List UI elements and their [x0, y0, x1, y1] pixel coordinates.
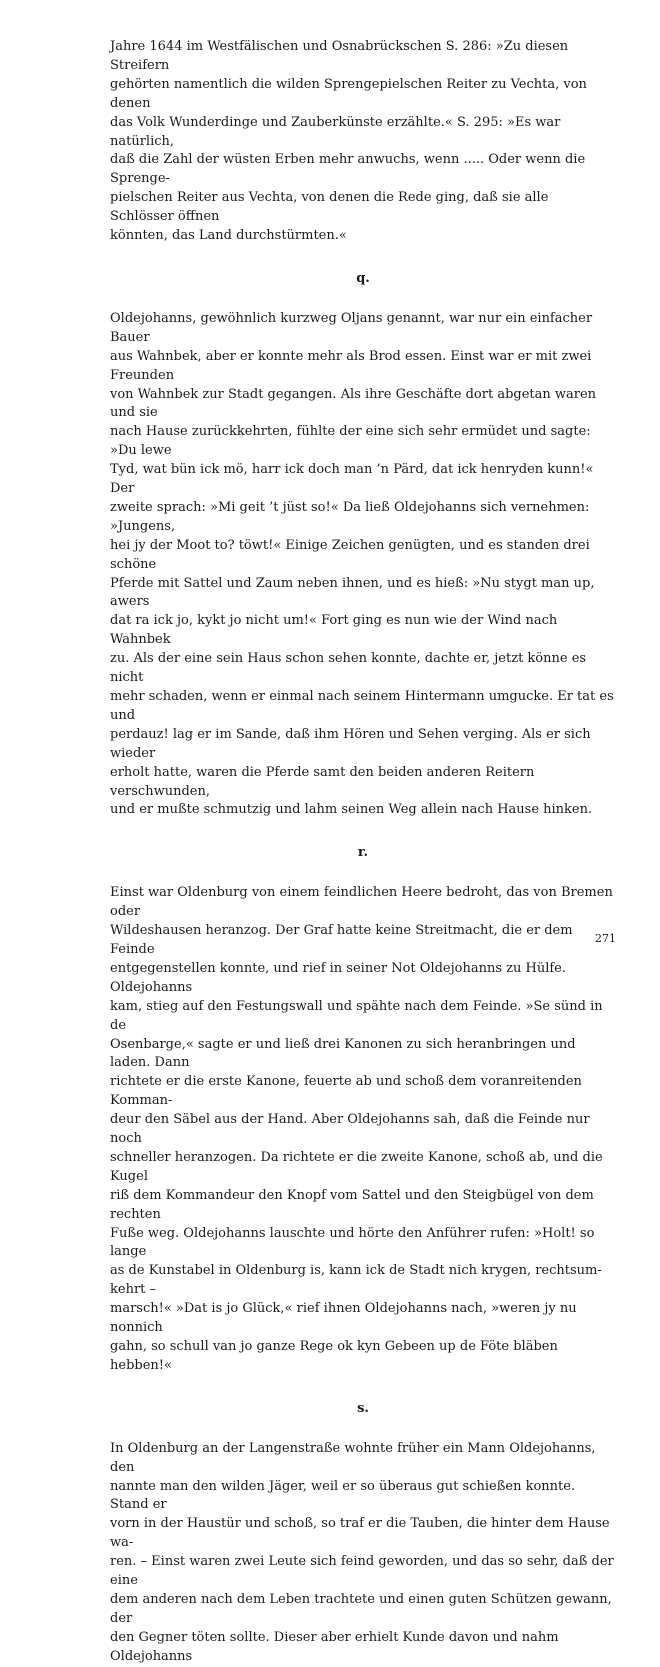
paragraph-intro: Jahre 1644 im Westfälischen und Osnabrückschen S. 286: »Zu diesen Streifern gehörten namentlich die wilden Sprengepielschen Reiter zu Vechta, von denen das Volk Wunderdinge und Zauberkünste erzählte.« S. 295: »Es war natürlich, daß die Zahl der wüsten Erben mehr anwuchs, wenn ..... Oder wenn die Sprenge- pielschen Reiter aus Vechta, von denen die Rede ging, daß sie alle Schlösser öffnen könnten, das Land durchstürmten.«: [110, 39, 587, 244]
section-heading-r: r.: [357, 845, 369, 861]
paragraph-s: In Oldenburg an der Langenstraße wohnte früher ein Mann Oldejohanns, den nannte man den wilden Jäger, weil er so überaus gut schießen konnte. Stand er vorn in der Haustür und schoß, so traf er die Tauben, die hinter dem Hause wa- ren. – Einst waren zwei Leute sich feind geworden, und das so sehr, daß der eine dem anderen nach dem Leben trachtete und einen guten Schützen gewann, der den Gegner töten sollte. Dieser aber erhielt Kunde davon und nahm Oldejohanns: [110, 1440, 614, 1664]
page-number: 271: [595, 932, 616, 945]
section-heading-s: s.: [357, 1400, 369, 1416]
section-heading-q: q.: [356, 270, 370, 286]
paragraph-r: Einst war Oldenburg von einem feindlichen Heere bedroht, das von Bremen oder Wildeshausen heranzog. Der Graf hatte keine Streitmacht, die er dem Feinde entgegenstellen konnte, und rief in seiner Not Oldejohanns zu Hülfe. Oldejohanns kam, stieg auf den Festungswall und spähte nach dem Feinde. »Se sünd in de Osenbarge,« sagte er und ließ drei Kanonen zu sich heranbringen und laden. Dann richtete er die erste Kanone, feuerte ab und schoß dem voranreitenden Komman- deur den Säbel aus der Hand. Aber Oldejohanns sah, daß die Feinde nur noch schneller heranzogen. Da richtete er die zweite Kanone, schoß ab, und die Kugel riß dem Kommandeur den Knopf vom Sattel und den Steigbügel von dem rechten Fuße weg. Oldejohanns lauschte und hörte den Anführer rufen: »Holt! so lange as de Kunstabel in Oldenburg is, kann ick de Stadt nich krygen, rechtsum-kehrt – marsch!« »Dat is jo Glück,« rief ihnen Oldejohanns nach, »weren jy nu nonnich gahn, so schull van jo ganze Rege ok kyn Gebeen up de Föte bläben hebben!«: [110, 885, 613, 1373]
page-body: [110, 38, 616, 1667]
paragraph-q: Oldejohanns, gewöhnlich kurzweg Oljans genannt, war nur ein einfacher Bauer aus Wahnbek, aber er konnte mehr als Brod essen. Einst war er mit zwei Freunden von Wahnbek zur Stadt gegangen. Als ihre Geschäfte dort abgetan waren und sie nach Hause zurückkehrten, fühlte der eine sich sehr ermüdet und sagte: »Du lewe Tyd, wat bün ick mö, harr ick doch man ’n Pärd, dat ick henryden kunn!« Der zweite sprach: »Mi geit ’t jüst so!« Da ließ Oldejohanns sich vernehmen: »Jungens, hei jy der Moot to? töwt!« Einige Zeichen genügten, und es standen drei schöne Pferde mit Sattel und Zaum neben ihnen, und es hieß: »Nu stygt man up, awers dat ra ick jo, kykt jo nicht um!« Fort ging es nun wie der Wind nach Wahnbek zu. Als der eine sein Haus schon sehen konnte, dachte er, jetzt könne es nicht mehr schaden, wenn er einmal nach seinem Hintermann umgucke. Er tat es und perdauz! lag er im Sande, daß ihm Hören und Sehen verging. Als er sich wieder erholt hatte, waren die Pferde samt den beiden anderen Reitern verschwunden, und er mußte schmutzig und lahm seinen Weg allein nach Hause hinken.: [110, 310, 614, 818]
